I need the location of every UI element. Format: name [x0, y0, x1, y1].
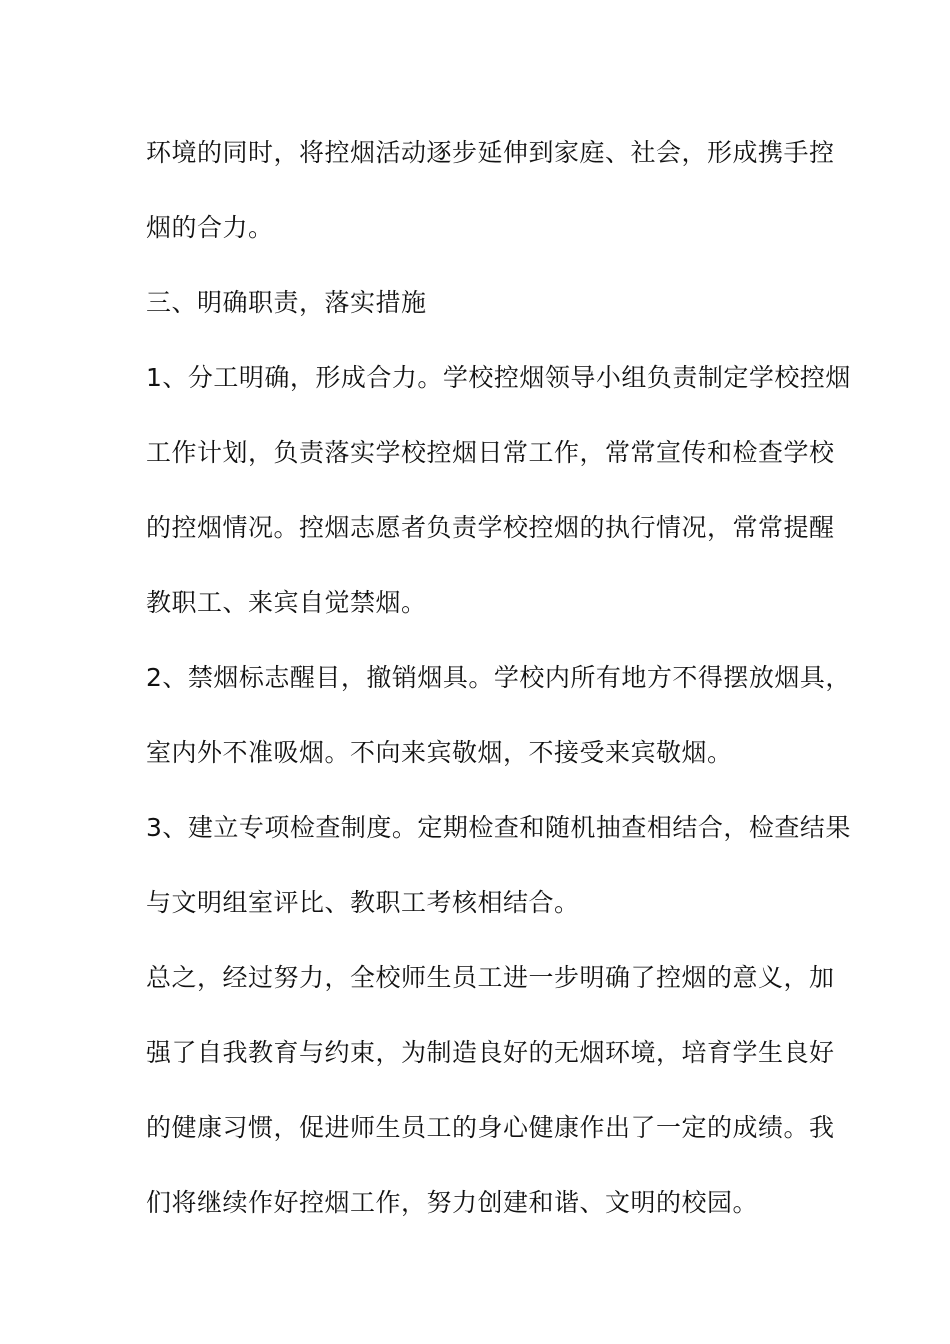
text-line: 的健康习惯，促进师生员工的身心健康作出了一定的成绩。我 — [146, 1113, 835, 1142]
text-line: 环境的同时，将控烟活动逐步延伸到家庭、社会，形成携手控 — [146, 138, 835, 167]
text-line: 1、分工明确，形成合力。学校控烟领导小组负责制定学校控烟 — [146, 363, 851, 392]
text-line: 烟的合力。 — [146, 213, 274, 242]
text-line: 2、禁烟标志醒目，撤销烟具。学校内所有地方不得摆放烟具， — [146, 663, 851, 692]
text-line: 工作计划，负责落实学校控烟日常工作，常常宣传和检查学校 — [146, 438, 835, 467]
text-line: 教职工、来宾自觉禁烟。 — [146, 588, 427, 617]
text-line: 们将继续作好控烟工作，努力创建和谐、文明的校园。 — [146, 1188, 759, 1217]
text-line: 强了自我教育与约束，为制造良好的无烟环境，培育学生良好 — [146, 1038, 835, 1067]
text-line: 室内外不准吸烟。不向来宾敬烟，不接受来宾敬烟。 — [146, 738, 733, 767]
text-line: 的控烟情况。控烟志愿者负责学校控烟的执行情况，常常提醒 — [146, 513, 835, 542]
text-line: 总之，经过努力，全校师生员工进一步明确了控烟的意义，加 — [146, 963, 835, 992]
section-heading: 三、明确职责，落实措施 — [146, 288, 427, 317]
text-line: 与文明组室评比、教职工考核相结合。 — [146, 888, 580, 917]
text-line: 3、建立专项检查制度。定期检查和随机抽查相结合，检查结果 — [146, 813, 851, 842]
